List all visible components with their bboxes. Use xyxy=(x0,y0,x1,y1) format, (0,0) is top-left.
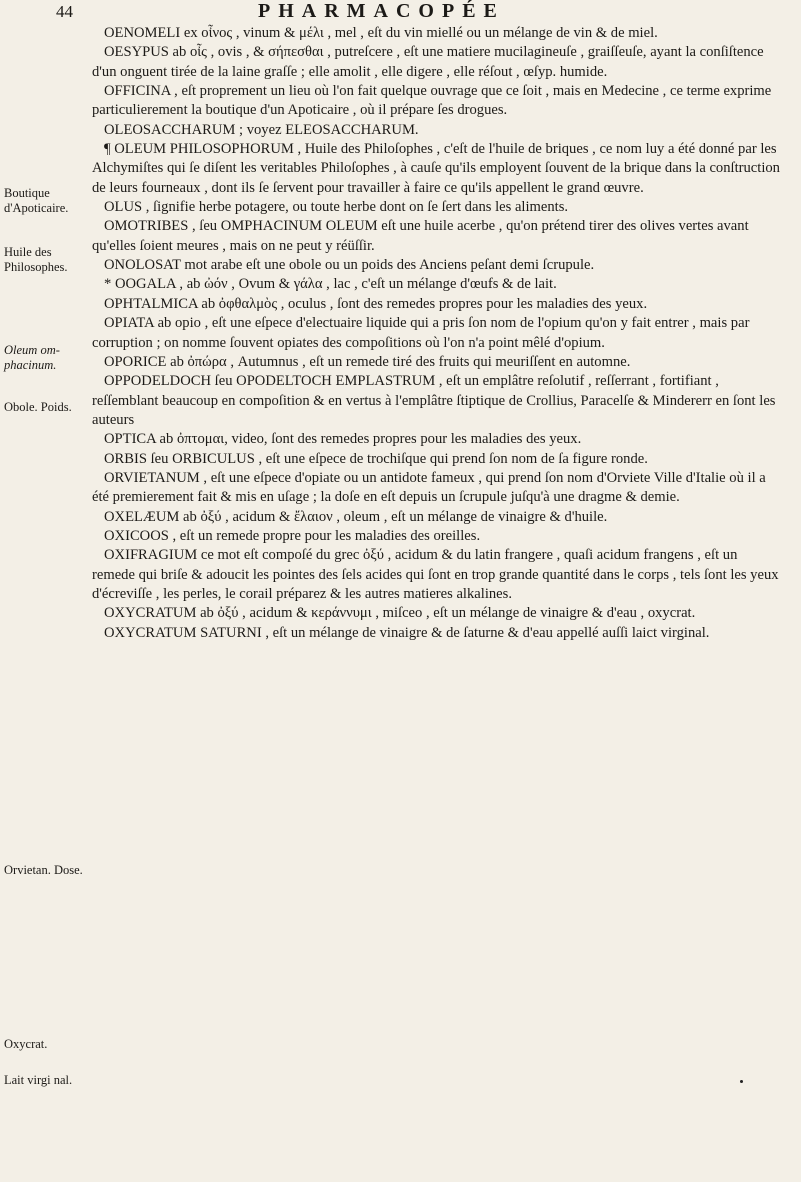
entry-oxycratum: OXYCRATUM ab ὀξύ , acidum & κεράννυμι , miſceo , eſt un mélange de vinaigre & d'eau , oxycrat. xyxy=(104,605,696,622)
entry-oleum-philosophorum: ¶ OLEUM PHILOSOPHORUM , Huile des Philoſophes , c'eſt de l'huile de briques , ce nom luy a été donné par les Alchymiſtes qui ſe diſent les veritables Philoſophes , à cauſe qu'ils employent ſouvent de la brique dans la conſtruction de leurs fourneaux , dont ils ſe ſervent pour travailler à faire ce qu'ils appellent le grand œuvre. xyxy=(92,141,780,196)
entry-oxelaeum: OXELÆUM ab ὀξύ , acidum & ἔλαιον , oleum , eſt un mélange de vinaigre & d'huile. xyxy=(104,508,608,525)
entry-opiata: OPIATA ab opio , eſt une eſpece d'electuaire liquide qui a pris ſon nom de l'opium qu'on y fait entrer , mais par corruption ; on nomme ſouvent opiates des compoſitions où l'on n'a point mêlé d'opium. xyxy=(92,315,750,351)
margin-note: Huile des Philosophes. xyxy=(4,245,68,274)
entry-olus: OLUS , ſignifie herbe potagere, ou toute herbe dont on ſe ſert dans les aliments. xyxy=(104,199,569,216)
entry-oleosaccharum: OLEOSACCHARUM ; voyez ELEOSACCHARUM. xyxy=(104,121,419,138)
margin-note: Oleum om-phacinum. xyxy=(4,343,60,372)
dictionary-body xyxy=(92,24,782,643)
margin-note: Lait virgi nal. xyxy=(4,1073,73,1087)
entry-oxifragium: OXIFRAGIUM ce mot eſt compoſé du grec ὀξύ , acidum & du latin frangere , quaſi acidum frangens , eſt un remede qui briſe & adoucit les pointes des ſels acides qui ſont en trop grande quantité dans le corps , tels ſont les yeux d'écreviſſe , les perles, le corail préparez & les autres matieres alkalines. xyxy=(92,547,779,602)
entry-optica: OPTICA ab ὀπτομαι, video, ſont des remedes propres pour les maladies des yeux. xyxy=(104,431,582,448)
entry-orbis: ORBIS ſeu ORBICULUS , eſt une eſpece de trochiſque qui prend ſon nom de ſa figure ronde. xyxy=(104,450,648,467)
entry-oxicoos: OXICOOS , eſt un remede propre pour les maladies des oreilles. xyxy=(104,527,481,544)
entry-oppodeldoch: OPPODELDOCH ſeu OPODELTOCH EMPLASTRUM , eſt un emplâtre reſolutif , reſſerrant , fortifiant , reſſemblant beaucoup en compoſition & en vertus à l'emplâtre ſtiptique de Crollius, Paracelſe & Mindererr en ſont les auteurs xyxy=(92,373,776,428)
margin-note: Oxycrat. xyxy=(4,1037,48,1051)
entry-omotribes: OMOTRIBES , ſeu OMPHACINUM OLEUM eſt une huile acerbe , qu'on prétend tirer des olives vertes avant qu'elles ſoient meures , mais on ne peut y réüſſir. xyxy=(92,218,749,254)
running-title: PHARMACOPÉE xyxy=(258,0,505,22)
entry-oxycratum-saturni: OXYCRATUM SATURNI , eſt un mélange de vinaigre & de ſaturne & d'eau appellé auſſi laict virginal. xyxy=(104,624,710,641)
entry-onolosat: ONOLOSAT mot arabe eſt une obole ou un poids des Anciens peſant demi ſcrupule. xyxy=(104,257,595,274)
page-number: 44 xyxy=(56,2,73,21)
margin-note: Boutique d'Apoticaire. xyxy=(4,186,69,215)
entry-oesypus: OESYPUS ab οἶς , ovis , & σήπεσθαι , putreſcere , eſt une matiere mucilagineuſe , graiſſeuſe, ayant la conſiſtence d'un onguent tirée de la laine graſſe ; elle amolit , elle digere , elle réſout , œſyp. humide. xyxy=(92,44,764,80)
ink-dot xyxy=(740,1080,743,1083)
entry-orvietanum: ORVIETANUM , eſt une eſpece d'opiate ou un antidote fameux , qui prend ſon nom d'Orviete Ville d'Italie où il a été premierement fait & mis en uſage ; la doſe en eſt depuis un ſcrupule juſqu'à une dragme & demie. xyxy=(92,469,766,506)
entry-officina: OFFICINA , eſt proprement un lieu où l'on fait quelque ouvrage que ce ſoit , mais en Medecine , ce terme exprime particulierement la boutique d'un Apoticaire , où il prépare ſes drogues. xyxy=(92,83,772,119)
entry-oenomeli: OENOMELI ex οἶνος , vinum & μέλι , mel , eſt du vin miellé ou un mélange de vin & de miel. xyxy=(104,25,658,41)
entry-oogala: * OOGALA , ab ὠόν , Ovum & γάλα , lac , c'eſt un mélange d'œufs & de lait. xyxy=(104,276,557,293)
entry-ophtalmica: OPHTALMICA ab ὀφθαλμὸς , oculus , ſont des remedes propres pour les maladies des yeux. xyxy=(104,295,648,312)
margin-note: Orvietan. Dose. xyxy=(4,863,83,877)
entry-oporice: OPORICE ab ὀπώρα , Autumnus , eſt un remede tiré des fruits qui meuriſſent en automne. xyxy=(104,353,631,370)
margin-note: Obole. Poids. xyxy=(4,400,72,414)
